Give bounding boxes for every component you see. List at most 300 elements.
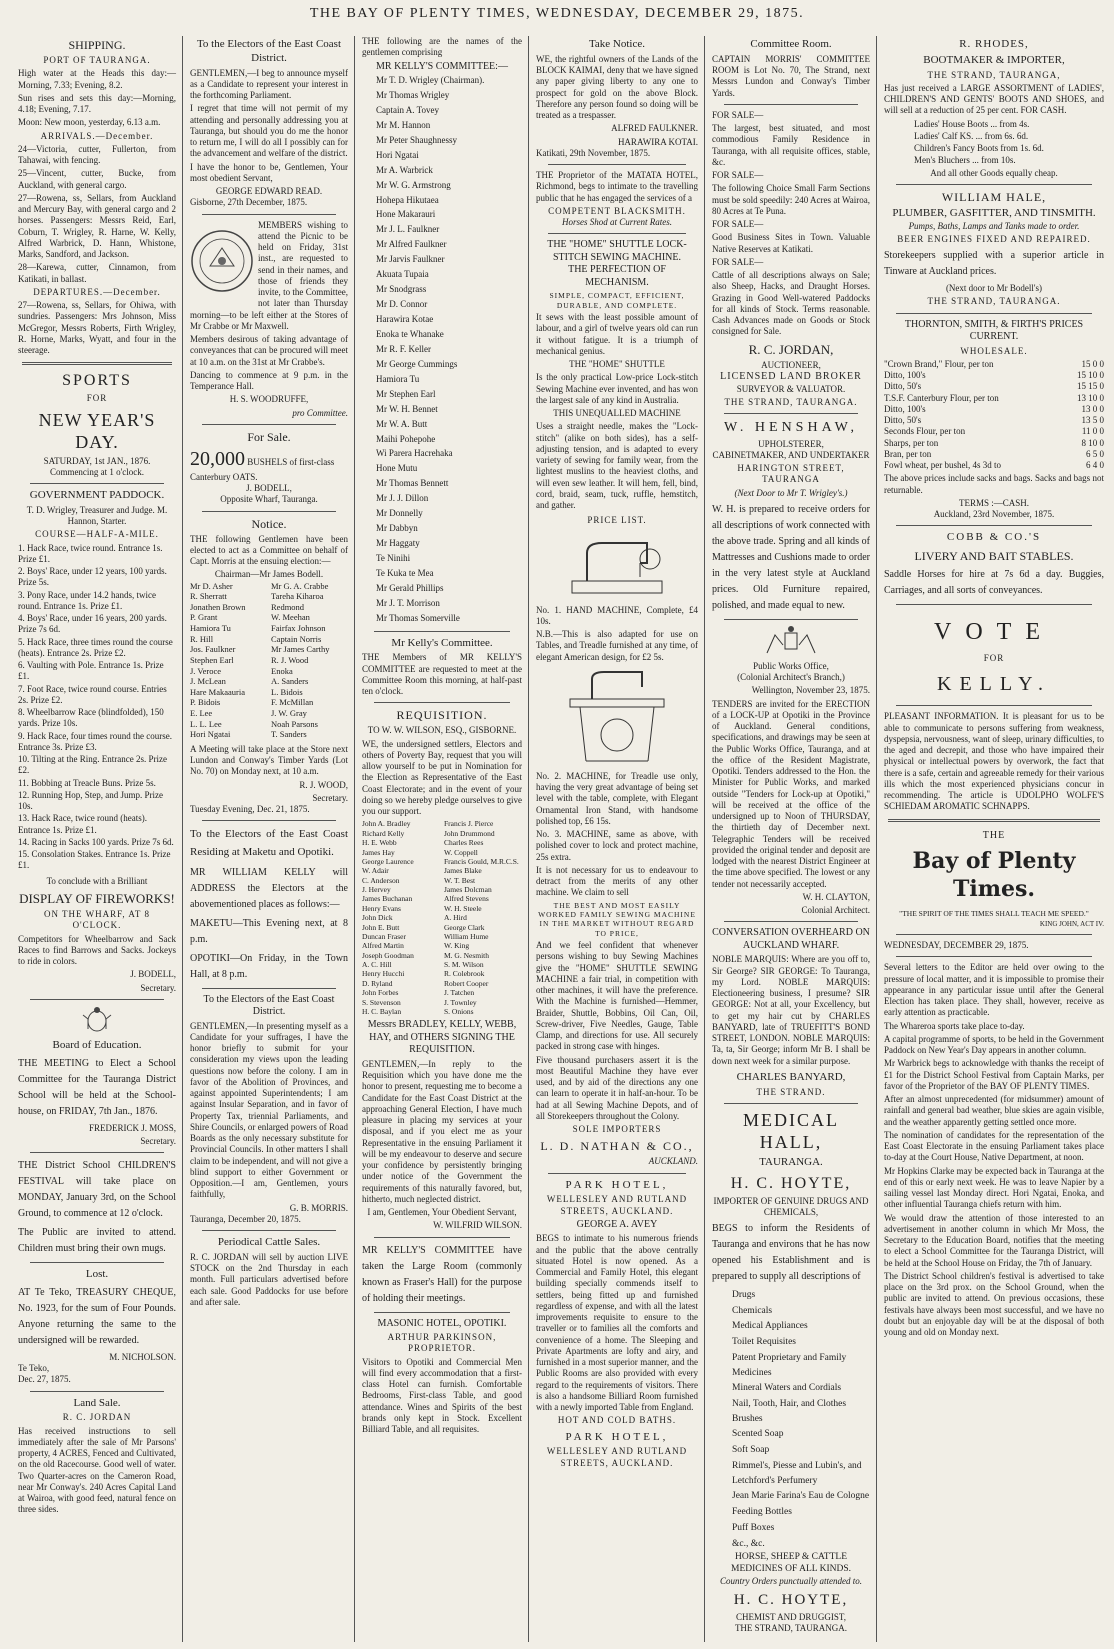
flour-item: T.S.F. Canterbury Flour, per ton <box>884 392 999 403</box>
divider <box>548 233 686 234</box>
committee-name: J. W. Gray <box>271 708 307 718</box>
reply-signature: W. WILFRID WILSON. <box>433 1220 522 1231</box>
home-machine-text2: Is the only practical Low-price Lock-stitch Sewing Machine ever invented, and has won the largest sale of any kind in Australia. <box>536 372 698 405</box>
flour-item: Ditto, 50's <box>884 415 922 425</box>
forsale4-head: FOR SALE— <box>712 256 764 267</box>
column-2 <box>184 34 354 1646</box>
flour-row <box>884 393 1104 404</box>
blacksmith-text: THE Proprietor of the MATATA HOTEL, Richmond, begs to intimate to the travelling public that he has engaged the services of a <box>536 170 698 203</box>
signer: J. Hervey <box>362 885 391 895</box>
committee-name: P. Grant <box>190 612 218 623</box>
signer: A. Hird <box>444 913 467 923</box>
event-item: 15. Consolation Stakes. Entrance 1s. Prize £1. <box>18 849 171 871</box>
divider <box>724 104 858 105</box>
notice-names <box>190 581 348 740</box>
committee-intro: THE following are the names of the gentlemen comprising <box>362 36 522 58</box>
divider <box>30 999 164 1000</box>
committee-member: Mr T. D. Wrigley (Chairman). <box>376 75 485 85</box>
hoyte-item: Mineral Waters and Cordials <box>732 1383 842 1394</box>
committee-member: Mr W. H. Bennet <box>376 403 438 414</box>
signer: Henry Hucchi <box>362 969 405 979</box>
home-shuttle: THE "HOME" SHUTTLE <box>569 359 665 369</box>
committee-name: Enoka <box>271 665 293 676</box>
committee-member: Mr M. Hannon <box>376 119 431 130</box>
hoyte2-name: H. C. HOYTE, <box>733 1592 849 1609</box>
avey-baths: HOT AND COLD BATHS. <box>557 1415 677 1426</box>
flour-price: 15 10 0 <box>1077 370 1104 380</box>
column-4 <box>530 34 704 1646</box>
news-paragraph: Mr Warbrick begs to acknowledge with thanks the receipt of £1 for the District School Festival from Captain Marks, per favor of the Proprietor of the BAY OF PLENTY TIMES. <box>884 1058 1104 1091</box>
maketu-title: To the Electors of the East Coast Residing at Maketu and Opotiki. <box>190 828 348 858</box>
rhodes-price: Ladies' Calf KS. ... from 6s. 6d. <box>914 130 1029 141</box>
sewing-machine-icon <box>562 531 672 601</box>
committee-member: Mr Alfred Faulkner <box>376 239 447 250</box>
sports-signature: J. BODELL, <box>130 969 176 980</box>
event-item: 7. Foot Race, twice round course. Entries 2s. Prize £2. <box>18 683 167 705</box>
divider <box>896 525 1092 526</box>
tender-text: TENDERS are invited for the ERECTION of a LOCK-UP at Opotiki in the Province of Auckland. General conditions, specifications, and drawings may be seen at the Public Works Office, Tauranga, and at the office of the Resident Magistrate, Opotiki. Tenders addressed to the Hon. the Minister for Public Works, and marked outside "Tenders for Lock-up at Opotiki," will be received at the office of the undersigned up to Noon of THURSDAY, the thirtieth day of December next. Telegraphic Tenders will be received provided the original tender and deposit are lodged with the nearest District Engineer at the time above specified. The lowest or any tender not necessarily accepted. <box>712 698 870 889</box>
signer: J. Tatchen <box>444 988 475 998</box>
committee-member: Mr D. Connor <box>376 299 428 310</box>
paper-motto: "THE SPIRIT OF THE TIMES SHALL TEACH ME SPEED." <box>899 909 1089 918</box>
committee-member: Hone Mutu <box>376 463 418 474</box>
masthead-the: THE <box>982 829 1006 841</box>
bushels-text: BUSHELS of first-class Canterbury OATS. <box>190 456 335 482</box>
news-paragraph: The District School children's festival is advertised to take place on the 3rd prox. on the School Ground, when the public are invited to attend. On previous occasions, these festivals have always been most successful, and we have no doubt but an enjoyable day will be at the disposal of both young and old on Monday next. <box>884 1270 1104 1338</box>
committee-member: Mr Snodgrass <box>376 284 427 295</box>
committee-member: Mr Stephen Earl <box>376 388 436 399</box>
flour-row <box>884 404 1104 415</box>
divider <box>30 1391 164 1392</box>
masthead <box>0 0 1114 30</box>
members-text3: Dancing to commence at 9 p.m. in the Temperance Hall. <box>190 369 348 391</box>
henshaw-address: HARINGTON STREET, TAURANGA <box>737 463 845 485</box>
hoyte-item: Feeding Bottles <box>732 1507 792 1518</box>
hoyte-item: Soft Soap <box>732 1445 770 1456</box>
conversation-text: NOBLE MARQUIS: Where are you off to, Sir George? SIR GEORGE: To Tauranga, my Lord. NOBLE MARQUIS: Electioneering business, I presume? SIR GEORGE: Not at all, your Excellency, but to get my hair cut by CHARLES BANYARD, late of TRUEFITT'S BOND STREET, LONDON. NOBLE MARQUIS: Ta, ta, Sir George; inform Mr B. I shall be down next week for a similar purpose. <box>712 954 870 1066</box>
cattle-title: Periodical Cattle Sales. <box>217 1236 321 1249</box>
forsale-title: For Sale. <box>247 429 291 444</box>
sports-signature-role: Secretary. <box>140 982 176 993</box>
committee-member: Te Ninihi <box>376 553 411 563</box>
fireworks-title: DISPLAY OF FIREWORKS! <box>19 890 175 906</box>
column-rule <box>876 36 877 1642</box>
paper-title: Bay of Plenty Times. <box>912 848 1076 902</box>
committee-name: A. Sanders <box>271 676 309 687</box>
committee-member: Wi Parera Hacrehaka <box>376 448 453 459</box>
hoyte-item: Nail, Tooth, Hair, and Clothes Brushes <box>732 1399 847 1424</box>
committee-name: Hori Ngatai <box>190 729 231 740</box>
park-hotel-title: PARK HOTEL, <box>565 1178 669 1191</box>
news-paragraph: Several letters to the Editor are held over owing to the pressure of local matter, and it is impossible to promise their appearance in any particular issue until after the General Election has taken place. They shall, however, receive as early attention as practicable. <box>884 962 1104 1018</box>
committee-name: Noah Parsons <box>271 718 318 729</box>
moon: Moon: New moon, yesterday, 6.13 a.m. <box>18 117 161 128</box>
sun: Sun rises and sets this day:—Morning, 4.18; Evening, 7.17. <box>18 92 176 114</box>
committee-member: Mr J. T. Morrison <box>376 597 440 608</box>
forsale2-text: The following Choice Small Farm Sections must be sold speedily: 240 Acres at Wairoa, 80 Acres at Te Puna. <box>712 183 870 216</box>
committee-member: Enoka te Whanake <box>376 328 444 339</box>
henshaw-role2: CABINETMAKER, AND UNDERTAKER <box>712 449 870 460</box>
hoyte-role: IMPORTER OF GENUINE DRUGS AND CHEMICALS, <box>713 1195 869 1217</box>
signer: John Drummond <box>444 828 495 838</box>
port-heading: PORT OF TAURANGA. <box>43 55 151 65</box>
divider <box>202 820 336 821</box>
divider <box>888 819 1100 822</box>
morris-committee-text: CAPTAIN MORRIS' COMMITTEE ROOM is Lot No. 70, The Strand, next Messrs Lundon and Conway's Timber Yards. <box>712 53 870 98</box>
land-title: Land Sale. <box>73 1396 121 1409</box>
morris-text: GENTLEMEN,—In presenting myself as a Candidate for your suffrages, I have the honor briefly to submit for your consideration my views upon the leading questions now before the colony. I am in favor of the Abolition of Provinces, and against appointed Superintendents; I am against Insular Separation, and in favor of Property Tax, triennial Parliaments, and Shire Councils, or enlarged powers of Road Boards as the only necessary substitute for Provincial Councils. In other matters I shall claim to be independent, and will not give a blind support to either Government or Opposition.—I am, Gentlemen, yours faithfully, <box>190 1020 348 1200</box>
horse-medicines: HORSE, SHEEP & CATTLE MEDICINES OF ALL KINDS. <box>731 1552 851 1575</box>
pw-branch: (Colonial Architect's Branch,) <box>737 672 845 682</box>
read-signature: GEORGE EDWARD READ. <box>215 186 323 196</box>
board-signature: FREDERICK J. MOSS, <box>88 1122 176 1133</box>
news-paragraph: The Whareroa sports take place to-day. <box>884 1020 1025 1031</box>
divider <box>374 702 510 703</box>
rhodes-place: THE STRAND, TAURANGA, <box>927 69 1061 80</box>
divider <box>202 511 336 512</box>
lost-text: AT Te Teko, TREASURY CHEQUE, No. 1923, for the sum of Four Pounds. Anyone returning the same to the undersigned will be rewarded. <box>18 1286 176 1346</box>
signer: S. M. Wilson <box>444 960 484 970</box>
event-item: 11. Bobbing at Treacle Buns. Prize 5s. <box>18 777 156 788</box>
sole-importers: SOLE IMPORTERS <box>572 1124 662 1134</box>
signer: Alfred Martin <box>362 941 404 951</box>
flour-item: Ditto, 100's <box>884 370 926 380</box>
forsale3-head: FOR SALE— <box>712 219 764 229</box>
hoyte-item: &c., &c. <box>732 1538 765 1549</box>
park-hotel-sub2: WELLESLEY AND RUTLAND STREETS, AUCKLAND. <box>546 1446 688 1468</box>
flour-row <box>884 426 1104 437</box>
vote-kelly: KELLY. <box>937 673 1051 696</box>
members-text2: Members desirous of taking advantage of conveyances that can be procured will meet at 10 a.m. on the 31st at Mr Crabbe's. <box>190 334 348 367</box>
home-machine-text4: It is not necessary for us to endeavour to detract from the merits of any other machine. We claim to sell <box>536 864 698 898</box>
news-paragraph: The nomination of candidates for the representation of the East Coast Electorate in the ensuing Parliament takes place to-day at the Court House, Native Department, at noon. <box>884 1129 1104 1163</box>
signer: Francis Gould, M.R.C.S. <box>444 856 519 866</box>
morris-place: Tauranga, December 20, 1875. <box>190 1213 301 1224</box>
takenotice-signature1: ALFRED FAULKNER. <box>611 123 698 134</box>
event-item: 3. Pony Race, under 14.2 hands, twice round. Entrance 1s. Prize £1. <box>18 589 156 611</box>
committee-member: Mr Peter Shaughnessy <box>376 134 457 145</box>
signer: W. H. Steele <box>444 903 482 913</box>
rhodes-more: And all other Goods equally cheap. <box>930 167 1058 178</box>
competitors-note: Competitors for Wheelbarrow and Sack Races to find Barrows and Sacks. Jockeys to ride in colors. <box>18 933 176 966</box>
hale-role: PLUMBER, GASFITTER, AND TINSMITH. <box>892 206 1096 219</box>
vote-for: FOR <box>983 653 1005 663</box>
home-machine-tag: SIMPLE, COMPACT, EFFICIENT, DURABLE, AND COMPLETE. <box>549 291 685 310</box>
morris-title: To the Electors of the East Coast District. <box>203 993 335 1018</box>
banyard-place: THE STRAND. <box>756 1086 826 1097</box>
divider <box>202 988 336 989</box>
committee-member: Mr W. G. Armstrong <box>376 179 451 190</box>
event-item: 13. Hack Race, twice round (heats). Entrance 1s. Prize £1. <box>18 813 147 835</box>
committee-member: Mr Haggaty <box>376 538 420 549</box>
signer: Duncan Fraser <box>362 931 406 941</box>
signer: James Dolcman <box>444 885 492 895</box>
committee-member: Mr W. A. Butt <box>376 418 428 429</box>
cobb-text: Saddle Horses for hire at 7s 6d a day. Buggies, Carriages, and all sorts of conveyances. <box>884 569 1104 596</box>
paper-motto-source: KING JOHN, ACT IV. <box>1039 920 1104 929</box>
board-signature-role: Secretary. <box>140 1135 176 1146</box>
committee-member: Mr A. Warbrick <box>376 164 433 175</box>
read-electors-text2: I regret that time will not permit of my attending and personally addressing you at Tauranga, but should you do me the honor to return me, I will do all I possibly can for the advancement and welfare of the district. <box>190 103 348 159</box>
signer: Joseph Goodman <box>362 950 414 960</box>
flour-price: 15 15 0 <box>1077 381 1104 392</box>
hale-pumps: Pumps, Baths, Lamps and Tanks made to order. <box>908 220 1080 231</box>
signer: James Blake <box>444 866 482 876</box>
signer: C. Anderson <box>362 875 400 885</box>
festival-text: THE District School CHILDREN'S FESTIVAL will take place on MONDAY, January 3rd, on the School Ground, to commence at 12 o'clock. <box>18 1160 176 1219</box>
signer: John Forbes <box>362 988 399 998</box>
shipping-title: SHIPPING. <box>68 38 126 52</box>
hoyte-item: Rimmel's, Piesse and Lubin's, and Letchford's Perfumery <box>732 1460 862 1486</box>
hale-place: THE STRAND, TAURANGA. <box>927 296 1061 307</box>
vote-heading: VOTE <box>934 619 1054 645</box>
committee-name: Jonathen Brown <box>190 601 246 612</box>
home-machine-text5: And we feel confident that whenever persons wishing to buy Sewing Machines give the "HOME" SHUTTLE SEWING MACHINE a fair trial, in competition with other machines, it will have the preference. With the Machine is furnished—Hemmer, Braider, Shuttle, Bobbins, Oil Can, Oil, Screw-driver, Five Needles, Gauge, Table Clamp, and directions for use. All securely packed in strong case with hinges. <box>536 940 698 1052</box>
committee-member: Hamiora Tu <box>376 373 420 384</box>
divider <box>30 1152 164 1153</box>
clayton-name: W. H. CLAYTON, <box>802 891 870 902</box>
committee-name: Mr D. Asher <box>190 580 233 591</box>
hale-name: WILLIAM HALE, <box>941 189 1047 204</box>
jordan-licensed: LICENSED LAND BROKER <box>720 371 862 382</box>
divider <box>202 424 336 425</box>
home-machine-text: It sews with the least possible amount of labour, and a girl of twelve years old can run it without fatigue. It is a triumph of mechanical genius. <box>536 312 698 356</box>
signer: W. Coppell <box>444 847 478 857</box>
arrivals-heading: ARRIVALS.—December. <box>40 130 154 141</box>
signer: H. E. Webb <box>362 838 397 848</box>
committee-name: W. Meehan <box>271 612 310 623</box>
home-machine-sub: THE PERFECTION OF MECHANISM. <box>568 264 666 288</box>
takenotice-text: WE, the rightful owners of the Lands of the BLOCK KAIMAI, deny that we have signed any paper giving liberty to any one to prospect for gold on the above Block. Therefore any person found so doing will be treated as a trespasser. <box>536 53 698 120</box>
rhodes-prices <box>884 119 1104 167</box>
morris-signature: G. B. MORRIS. <box>289 1202 348 1213</box>
requisition-text: WE, the undersigned settlers, Electors and others of Poverty Bay, request that you will allow yourself to be put in Nomination for the Election as Representative of the East Coast Electorate; and in the event of your doing so we hereby pledge ourselves to give you our support. <box>362 738 522 817</box>
takenotice-signature2: HARAWIRA KOTAI. <box>617 136 698 147</box>
hoyte-item: Drugs <box>732 1290 756 1300</box>
rhodes-price: Men's Bluchers ... from 10s. <box>914 155 1016 166</box>
committee-member: Mr Donnelly <box>376 508 423 519</box>
event-item: 6. Vaulting with Pole. Entrance 1s. Prize £1. <box>18 660 164 682</box>
divider <box>30 1262 164 1263</box>
sports-officials: T. D. Wrigley, Treasurer and Judge. M. Hannon, Starter. <box>26 504 168 526</box>
committee-member: Hone Makarauri <box>376 209 436 220</box>
divider <box>202 1230 336 1231</box>
event-item: 5. Hack Race, three times round the course (heats). Entrance 2s. Prize £2. <box>18 636 173 658</box>
thornton-title: THORNTON, SMITH, & FIRTH'S PRICES CURRENT. <box>904 318 1084 342</box>
committee-name: Mr G. A. Crabbe <box>271 580 329 591</box>
read-electors-text: GENTLEMEN,—I beg to announce myself as a Candidate to represent your interest in the forthcoming Parliament. <box>190 67 348 100</box>
takenotice-place: Katikati, 29th November, 1875. <box>536 147 651 158</box>
committee-name: R. Hill <box>190 633 214 644</box>
masonic-proprietor: ARTHUR PARKINSON, PROPRIETOR. <box>387 1332 497 1354</box>
avey-text: BEGS to intimate to his numerous friends and the public that the above centrally situated Hotel is now opened. As a Commercial and Family Hotel, this elegant building specially commends itself to settlers, being fitted up and furnished regardless of expense, and with all the latest improvements requisite to ensure to the traveller or to families all the comforts and convenience of a home. The Sleeping and Private Apartments are lofty and airy, and furnished in a most superior manner, and the Public Rooms are also provided with every regard to the requirements of visitors. There is also a handsome Billiard Room furnished with a newly imported Table from England. <box>536 1233 698 1412</box>
committee-name: P. Bidois <box>190 697 221 708</box>
land-name: R. C. JORDAN <box>62 1412 132 1423</box>
event-item: 10. Tilting at the Ring. Entrance 2s. Prize £2. <box>18 754 167 776</box>
flour-price: 11 0 0 <box>1081 426 1104 437</box>
hale-next: (Next door to Mr Bodell's) <box>945 283 1043 293</box>
arrival-item: 25—Vincent, cutter, Bucke, from Auckland, with general cargo. <box>18 168 176 190</box>
committee-name: Jos. Faulkner <box>190 644 236 655</box>
wholesale-heading: WHOLESALE. <box>960 345 1028 356</box>
committee-member: Harawira Kotae <box>376 314 434 324</box>
conversation-title: CONVERSATION OVERHEARD ON AUCKLAND WHARF. <box>712 927 870 951</box>
signer: Robert Cooper <box>444 978 489 988</box>
divider <box>374 1312 510 1313</box>
committee-room-title: Committee Room. <box>750 38 832 50</box>
divider <box>896 184 1092 185</box>
hoyte2-place: THE STRAND, TAURANGA. <box>734 1623 848 1634</box>
signer: H. C. Baylan <box>362 1006 402 1016</box>
committee-member: Mr R. F. Keller <box>376 343 432 354</box>
events-list <box>18 543 176 872</box>
committee-name: L. Bidois <box>271 686 303 697</box>
committee-member: Mr J. L. Faulkner <box>376 224 440 235</box>
cobb-sub: LIVERY AND BAIT STABLES. <box>914 549 1074 563</box>
signer: Francis J. Pierce <box>444 819 494 829</box>
divider <box>896 934 1092 935</box>
column-6 <box>878 34 1110 1646</box>
flour-item: Seconds Flour, per ton <box>884 426 966 437</box>
masonic-seal-icon <box>190 222 254 300</box>
read-electors-text3: I have the honor to be, Gentlemen, Your most obedient Servant, <box>190 161 348 183</box>
hoyte-item: Scented Soap <box>732 1429 784 1440</box>
flour-row <box>884 449 1104 460</box>
flour-price: 13 5 0 <box>1081 415 1104 425</box>
news-paragraph: After an almost unprecedented (for midsummer) amount of rainfall and general bad weather, blue skies are again visible, and the weather apparently getting settled once more. <box>884 1094 1104 1127</box>
committee-member: Maihi Pohepohe <box>376 433 436 444</box>
committee-member: Captain A. Tovey <box>376 104 439 115</box>
board-text: THE MEETING to Elect a School Committee for the Tauranga District School will be held at the School-house, on FRIDAY, 7th Jan., 1876. <box>18 1057 176 1117</box>
treadle-machine-icon <box>562 667 672 767</box>
committee-member: Mr George Cummings <box>376 358 458 369</box>
sports-date: SATURDAY, 1st JAN., 1876. <box>43 455 151 466</box>
flour-price: 6 5 0 <box>1086 448 1104 459</box>
signer: D. Ryland <box>362 978 393 988</box>
signer: W. King <box>444 941 470 951</box>
news-paragraph: A capital programme of sports, to be held in the Government Paddock on New Year's Day appears in another column. <box>884 1033 1104 1056</box>
clayton-role: Colonial Architect. <box>801 905 870 915</box>
flour-row <box>884 381 1104 392</box>
event-item: 8. Wheelbarrow Race (blindfolded), 150 yards. Prize 10s. <box>18 707 164 729</box>
hoyte-item: Chemicals <box>732 1305 773 1316</box>
home-best: THE BEST AND MOST EASILY WORKED FAMILY SEWING MACHINE IN THE MARKET WITHOUT REGARD TO PRICE, <box>538 900 696 938</box>
signer: John E. Butt <box>362 922 400 932</box>
committee-name: F. McMillan <box>271 697 314 708</box>
signer: Henry Evans <box>362 903 401 913</box>
hoyte-item: Puff Boxes <box>732 1522 775 1533</box>
tides: High water at the Heads this day:—Morning, 7.33; Evening, 8.2. <box>18 68 176 90</box>
flour-price-list <box>884 359 1104 472</box>
divider <box>896 313 1092 314</box>
committee-name: R. Sherratt <box>190 591 227 602</box>
committee-name: Stephen Earl <box>190 654 234 665</box>
signer: James Buchanan <box>362 894 413 904</box>
henshaw-text: W. H. is prepared to receive orders for all descriptions of work connected with the above trade. Spring and all kinds of Mattresses and Cushions made to order in the very latest style at Auckland prices. Old Furniture repaired, polished, and made equal to new. <box>712 503 871 611</box>
flour-price: 13 10 0 <box>1077 392 1104 403</box>
thornton-terms: TERMS :—CASH. <box>958 497 1029 508</box>
signer: George Clark <box>444 922 485 932</box>
rhodes-name: R. RHODES, <box>959 38 1029 50</box>
home-unequalled: THIS UNEQUALLED MACHINE <box>553 408 681 418</box>
nathan-place: AUCKLAND. <box>648 1156 698 1167</box>
medical-hall-place: TAURANGA. <box>759 1155 823 1168</box>
jordan-name: R. C. JORDAN, <box>748 341 834 357</box>
masonic-title: MASONIC HOTEL, OPOTIKI. <box>377 1317 507 1329</box>
machine-3: No. 3. MACHINE, same as above, with polished cover to lock and protect machine, 25s extra. <box>536 829 698 862</box>
committee-member: Mr Gerald Phillips <box>376 582 444 593</box>
notice-text: THE following Gentlemen have been elected to act as a Committee on behalf of Capt. Morris at the ensuing election:— <box>190 533 348 566</box>
machine-1-note: N.B.—This is also adapted for use on Tables, and Treadle furnished at any time, of elegant American design, for £2 5s. <box>536 629 698 662</box>
signer: William Hume <box>444 931 489 941</box>
machine-1: No. 1. HAND MACHINE, Complete, £4 10s. <box>536 604 698 626</box>
signer: A. C. Hill <box>362 960 392 970</box>
forsale1-text: The largest, best situated, and most commodious Family Residence in Tauranga, with all requisite offices, stable, &c. <box>712 123 870 167</box>
new-years-day: NEW YEAR'S DAY. <box>38 409 156 452</box>
country-orders: Country Orders punctually attended to. <box>720 1575 862 1586</box>
divider <box>202 214 336 215</box>
committee-name: Fairfax Johnson <box>271 623 326 633</box>
notice-title: Notice. <box>251 516 287 531</box>
column-rule <box>528 36 529 1642</box>
signer: John Dick <box>362 913 393 923</box>
divider <box>724 1103 858 1104</box>
bushels-number: 20,000 <box>190 447 245 470</box>
land-text: Has received instructions to sell immediately after the sale of Mr Parsons' property, 4 ACRES, Fenced and Cultivated, on the old Racecourse. Good well of water. Two Quarter-acres on the Cameron Road, near Mr Conway's. 240 Acres Capital Land at Wairoa, with good feed, natural fence on three sides. <box>18 1425 176 1515</box>
masthead-title: THE BAY OF PLENTY TIMES, WEDNESDAY, DECEMBER 29, 1875. <box>309 6 805 21</box>
flour-item: Sharps, per ton <box>884 437 939 448</box>
divider <box>724 413 858 414</box>
read-place: Gisborne, 27th December, 1875. <box>190 197 308 208</box>
sports-title: SPORTS <box>62 372 132 390</box>
flour-price: 15 0 0 <box>1081 358 1104 369</box>
committee-name: Captain Norris <box>271 633 322 644</box>
hoyte-item: Patent Proprietary and Family Medicines <box>732 1352 847 1378</box>
signer: W. T. Best <box>444 875 476 885</box>
signer: Charles Rees <box>444 838 484 848</box>
maketu-line2: OPOTIKI—On Friday, in the Town Hall, at 8 p.m. <box>190 952 348 980</box>
members-signature-role: pro Committee. <box>292 407 348 418</box>
machine-2: No. 2. MACHINE, for Treadle use only, having the very great advantage of being set level with the table, complete, with Elegant Ornamental Iron Stand, with handsome polished top, £6 15s. <box>536 770 698 826</box>
committee-member: Mr Thomas Somerville <box>376 612 460 623</box>
column-rule <box>182 36 183 1642</box>
meeting-text: A Meeting will take place at the Store next Lundon and Conway's Timber Yards (Lot No. 70) on Monday next, at 10 a.m. <box>190 743 348 777</box>
news-paragraph: Mr Hopkins Clarke may be expected back in Tauranga at the end of this or early next week. He was to leave Napier by a sailing vessel last Monday direct. Hori Ngatai, Enoka, and other influential Tauranga chiefs return with him. <box>884 1165 1104 1210</box>
committee-member: Mr Dabbyn <box>376 523 418 534</box>
thornton-date: Auckland, 23rd November, 1875. <box>933 509 1055 519</box>
banyard-name: CHARLES BANYARD, <box>736 1070 846 1083</box>
lost-title: Lost. <box>85 1268 109 1280</box>
flour-row <box>884 438 1104 449</box>
news-paragraph: We would draw the attention of those interested to an advertisement in another column in which Mr Moss, the Secretary to the Education Board, notifies that the meeting to elect a School Committee for the Tauranga District, will be held at the School House on Friday, the 7th of January. <box>884 1212 1104 1268</box>
flour-row <box>884 415 1104 426</box>
arrival-item: 27—Rowena, ss, Sellars, from Auckland and Mercury Bay, with general cargo and 2 horses. Passengers: Messrs Reid, Earl, Coburn, T. Wrigley, R. Harne, W. Kelly, Alfred Warbrick, D. Hann, Whistone, Marks, Sandford, and Jackson. <box>18 192 176 259</box>
home-machine-text3: Uses a straight needle, makes the "Lock-stitch" (alike on both sides), has a self-adjusting tension, and is adapted to every variety of sewing for family wear, from the lightest muslins to the heaviest cloths, and will even sew leather. It will hem, fell, bind, cord, braid, seam, tuck, ruffle, hemstitch, and gather. <box>536 421 698 510</box>
committee-name: Tareha Kiharoa <box>271 591 324 602</box>
park-hotel-title2: PARK HOTEL, <box>565 1430 669 1443</box>
column-rule <box>704 36 705 1642</box>
read-electors-title: To the Electors of the East Coast District. <box>196 38 342 64</box>
divider <box>896 705 1092 706</box>
flour-item: Fowl wheat, per bushel, 4s 3d to <box>884 460 1001 470</box>
rhodes-price: Children's Fancy Boots from 1s. 6d. <box>914 143 1044 153</box>
divider <box>30 483 164 484</box>
hale-beer: BEER ENGINES FIXED AND REPAIRED. <box>897 233 1091 244</box>
divider <box>724 619 858 620</box>
flour-row <box>884 359 1104 370</box>
blacksmith-shod: Horses Shod at Current Rates. <box>562 217 672 227</box>
signer: M. G. Nesmith <box>444 950 489 960</box>
